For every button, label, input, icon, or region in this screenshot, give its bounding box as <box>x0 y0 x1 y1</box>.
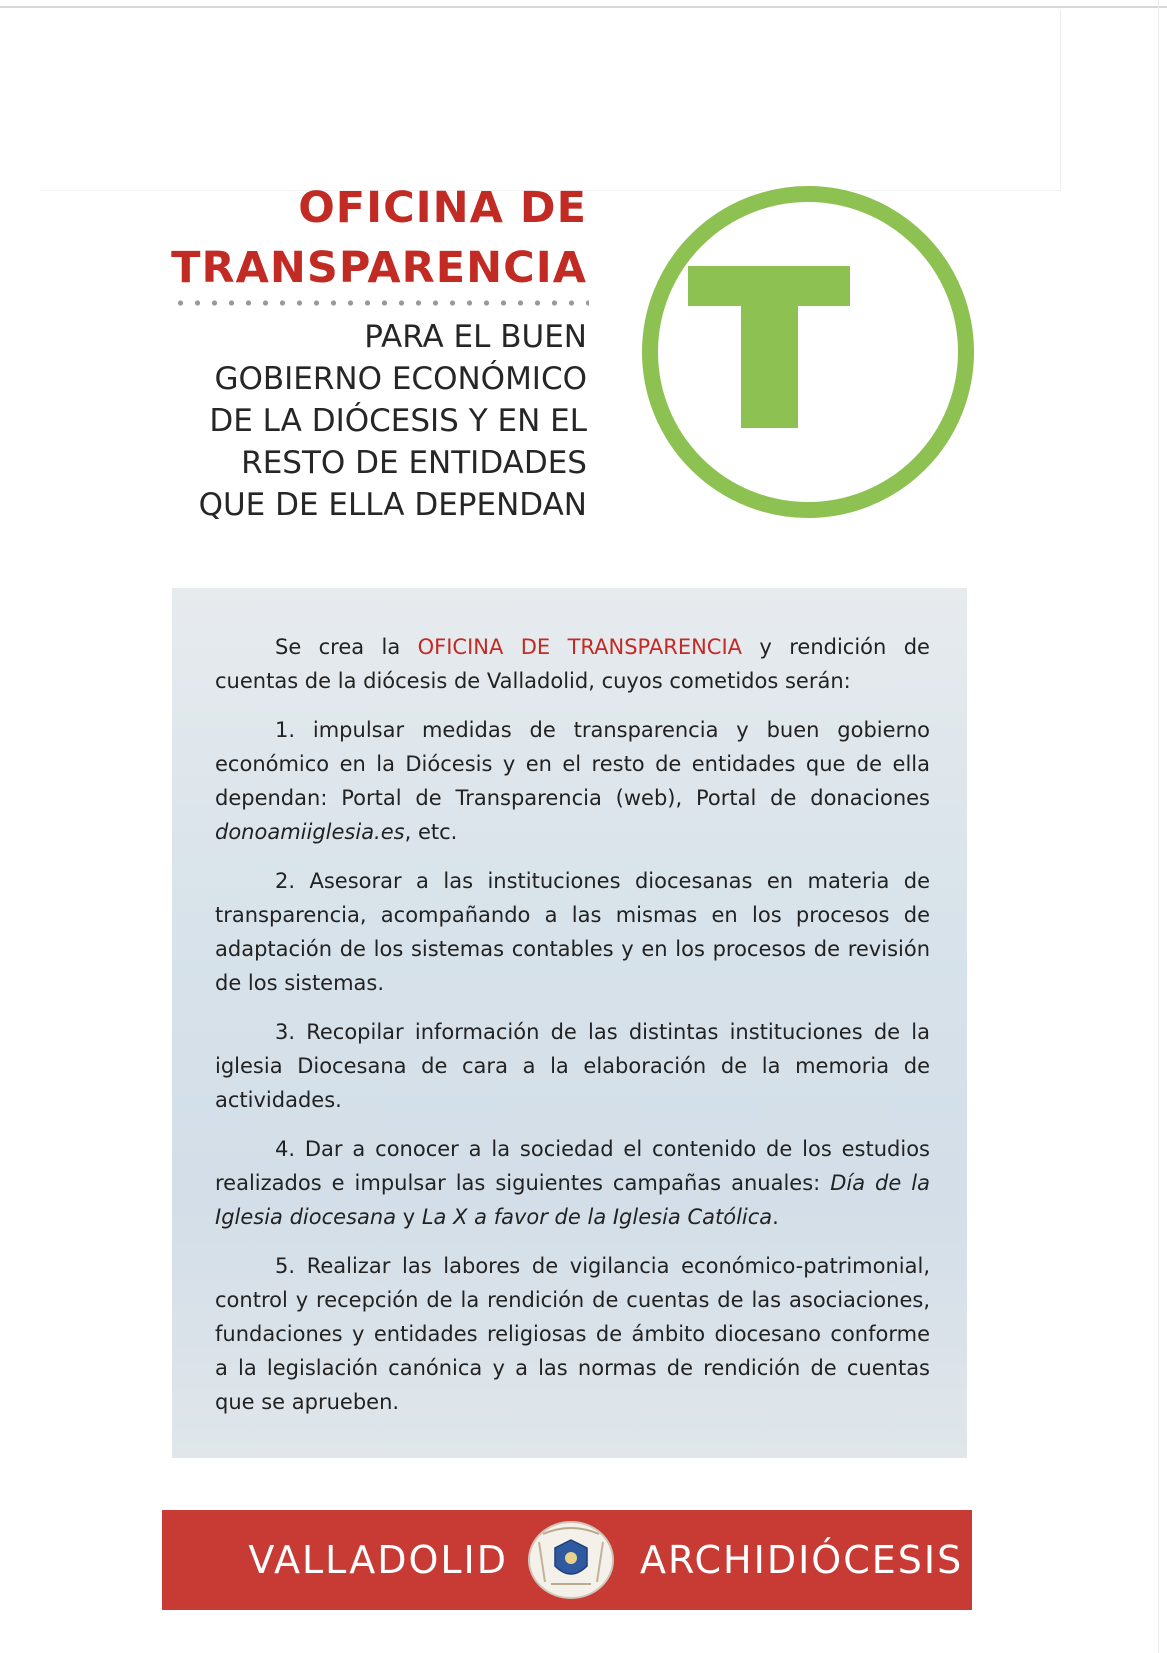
title-line-2: TRANSPARENCIA <box>171 243 587 293</box>
intro-paragraph <box>215 630 930 698</box>
list-item <box>215 864 930 1000</box>
subtitle-line: PARA EL BUEN <box>364 319 587 355</box>
dotted-divider <box>172 298 589 308</box>
list-item <box>215 1015 930 1117</box>
subtitle <box>199 316 587 526</box>
item-1-tail: , etc. <box>404 820 458 844</box>
scan-right-edge <box>1158 0 1159 1653</box>
scan-top-edge <box>0 6 1167 8</box>
list-item <box>215 1249 930 1419</box>
title-line-1: OFICINA DE <box>298 183 587 233</box>
intro-before: Se crea la <box>275 635 418 659</box>
subtitle-line: DE LA DIÓCESIS Y EN EL <box>209 403 587 439</box>
item-4-italic-2: La X a favor de la Iglesia Católica <box>421 1205 773 1229</box>
logo-ring <box>650 194 966 510</box>
intro-highlight: OFICINA DE TRANSPARENCIA <box>417 635 743 659</box>
item-4-text: 4. Dar a conocer a la sociedad el contenido de los estudios realizados e impulsar las siguientes campañas anuales: <box>215 1137 930 1195</box>
panel-text <box>215 630 930 1434</box>
item-4-tail: . <box>772 1205 779 1229</box>
footer-left-text: VALLADOLID <box>248 1538 508 1582</box>
footer-right-text: ARCHIDIÓCESIS <box>640 1538 964 1582</box>
intro-after: y rendición de cuentas de la diócesis de Valladolid, cuyos cometidos serán: <box>215 635 930 693</box>
item-4-mid: y <box>396 1205 422 1229</box>
item-5-text: 5. Realizar las labores de vigilancia económico-patrimonial, control y recepción de la rendición de cuentas de las asociaciones, fundaciones y entidades religiosas de ámbito diocesano conforme a la legislación canónica y a las normas de rendición de cuentas que se aprueben. <box>215 1254 930 1414</box>
list-item <box>215 713 930 849</box>
seal-center <box>565 1552 577 1564</box>
item-4-italic-1: Día de la Iglesia diocesana <box>215 1171 930 1229</box>
list-item <box>215 1132 930 1234</box>
logo-t-bar <box>688 266 850 306</box>
scan-shadow-rect <box>40 10 1061 191</box>
subtitle-line: RESTO DE ENTIDADES <box>241 445 587 481</box>
item-1-italic: donoamiiglesia.es <box>215 820 405 844</box>
transparency-t-logo <box>638 182 978 522</box>
item-3-text: 3. Recopilar información de las distintas instituciones de la iglesia Diocesana de cara a la elaboración de la memoria de actividades. <box>215 1020 930 1112</box>
page-title <box>171 178 587 298</box>
item-1-text: 1. impulsar medidas de transparencia y buen gobierno económico en la Diócesis y en el resto de entidades que de ella dependan: Portal de Transparencia (web), Portal de donaciones <box>215 718 930 810</box>
logo-t-stem <box>741 306 798 428</box>
subtitle-line: GOBIERNO ECONÓMICO <box>214 361 587 397</box>
archdiocese-seal-icon <box>521 1520 621 1600</box>
subtitle-line: QUE DE ELLA DEPENDAN <box>198 487 587 523</box>
item-2-text: 2. Asesorar a las instituciones diocesanas en materia de transparencia, acompañando a las mismas en los procesos de adaptación de los sistemas contables y en los procesos de revisión de los sistemas. <box>215 869 930 995</box>
